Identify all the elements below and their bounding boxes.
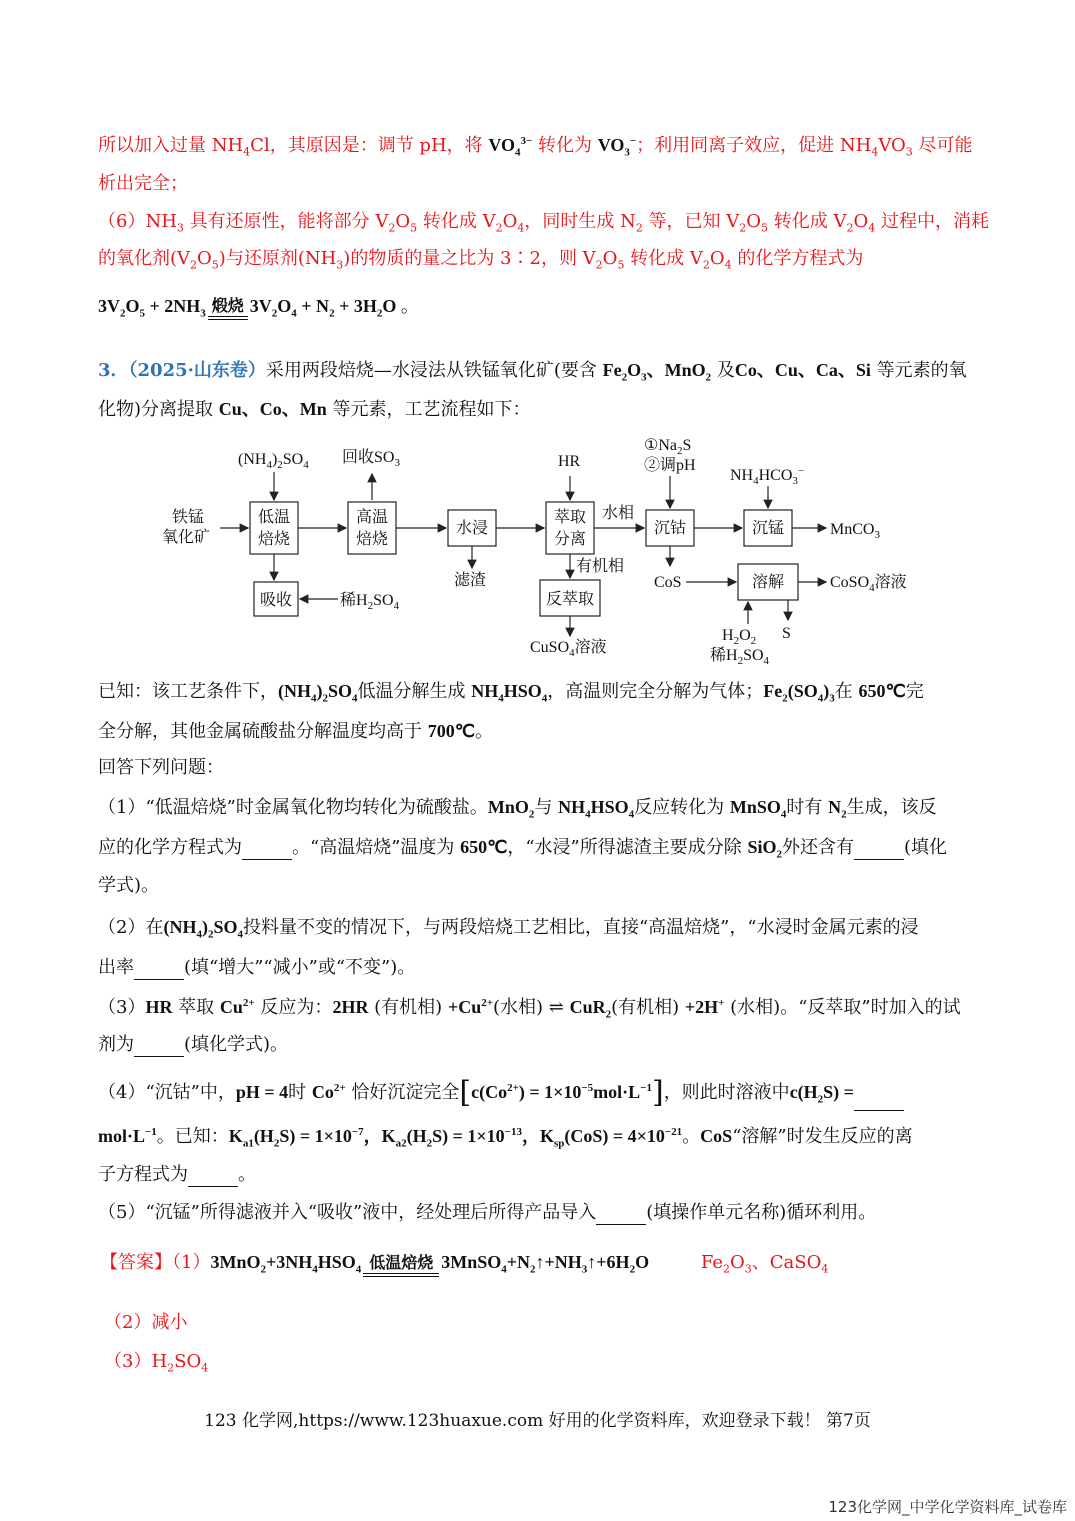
- svg-text:稀H2SO4: 稀$H_2SO_4$: [710, 647, 770, 667]
- answer-blank[interactable]: [134, 961, 184, 980]
- answer-blank[interactable]: [188, 1168, 238, 1187]
- svg-text:溶解: 溶解: [752, 574, 785, 591]
- q3sub-line-1: （3）HR 萃取 $Cu^{2+}$ 反应为：2HR (有机相) $+Cu^{2+}$(水相) ⇌ CuR$_2$(有机相) +2H+ (水相)。“反萃取”时加入的试: [98, 997, 961, 1021]
- svg-text:CoS: CoS: [654, 574, 682, 591]
- svg-text:NH4HCO3−: $NH_4HCO_3^-$: [730, 465, 805, 487]
- svg-text:稀H2SO4: 稀$H_2SO_4$: [340, 592, 400, 612]
- q4-line-3: 子方程式为 。: [98, 1164, 256, 1185]
- known-line-2: 全分解，其他金属硫酸盐分解温度均高于 700℃。: [98, 721, 493, 742]
- svg-text:①Na2S: $①Na_2S$: [644, 437, 692, 457]
- svg-text:MnCO3: MnCO$_3$: [830, 521, 880, 541]
- answer-blank[interactable]: [854, 841, 904, 860]
- svg-text:低温: 低温: [258, 509, 291, 526]
- svg-text:回收SO3: 回收$SO_3$: [342, 449, 400, 469]
- q4-line-2: $mol\cdot L^{-1}$。已知：$K_{a1}(H_2S) = 1\times 10^{-7}$，$K_{a2}(H_2S) = 1\times 10^{-13}$，$K_{sp}(CoS) = 4\times 10^{-21}$。CoS“溶解”时发生反应的离: [98, 1126, 913, 1150]
- answer-blank[interactable]: [596, 1206, 646, 1225]
- q1-line-1: （1）“低温焙烧”时金属氧化物均转化为硫酸盐。MnO$_2$与 $NH_4HSO_4$反应转化为 MnSO$_4$时有 $N_2$生成，该反: [98, 797, 937, 821]
- q3sub-line-2: 剂为 (填化学式)。: [98, 1034, 289, 1055]
- svg-text:高温: 高温: [356, 509, 389, 526]
- svg-text:水相: 水相: [602, 505, 635, 522]
- svg-text:(NH4)2SO4: $(NH_4)_2SO_4$: [238, 451, 309, 471]
- svg-text:滤渣: 滤渣: [454, 572, 487, 589]
- svg-text:水浸: 水浸: [456, 520, 489, 537]
- svg-text:分离: 分离: [554, 531, 587, 548]
- q3-line-2: 化物)分离提取 Cu、Co、Mn 等元素，工艺流程如下：: [98, 399, 531, 420]
- prev-line-3: $(6)NH_3$ 具有还原性，能将部分 $V_2O_5$ 转化成 $V_2O_4$，同时生成 $N_2$ 等，已知 $V_2O_5$ 转化成 $V_2O_4$ 过程中，消耗: [98, 211, 989, 235]
- svg-text:氧化矿: 氧化矿: [162, 529, 211, 546]
- prev-line-4: 的氧化剂$(V_2O_5)$与还原剂$(NH_3)$的物质的量之比为 3∶2，则 $V_2O_5$ 转化成 $V_2O_4$ 的化学方程式为: [98, 248, 864, 272]
- q2-line-2: 出率 (填“增大”“减小”或“不变”)。: [98, 957, 416, 978]
- prev-equation: $3V_2O_5 + 2NH_3$ 煅烧 $3V_2O_4 + N_2 + 3H_2O$ 。: [98, 296, 419, 320]
- ore-label: 铁锰: [172, 509, 205, 526]
- svg-text:焙烧: 焙烧: [356, 531, 389, 548]
- svg-text:吸收: 吸收: [260, 592, 293, 609]
- q5-line-1: （5）“沉锰”所得滤液并入“吸收”液中，经处理后所得产品导入 (填操作单元名称)循环利用。: [98, 1202, 877, 1223]
- q1-line-2: 应的化学方程式为 。“高温焙烧”温度为 650℃，“水浸”所得滤渣主要成分除 SiO$_2$外还含有 (填化: [98, 837, 948, 861]
- svg-text:焙烧: 焙烧: [258, 531, 291, 548]
- svg-text:反萃取: 反萃取: [546, 591, 595, 608]
- process-flow-diagram: [150, 430, 930, 670]
- answer-line-1: 【答案】$(1)3MnO_2+3NH_4HSO_4$ 低温焙烧 $3MnSO_4+N_2↑+NH_3↑+6H_2O$ $Fe_2O_3$、CaSO$_4$: [100, 1252, 829, 1276]
- svg-text:S: S: [782, 625, 791, 642]
- svg-text:CuSO4溶液: CuSO$_4$溶液: [530, 639, 607, 659]
- q3-line-1: 3．（2025·山东卷）采用两段焙烧—水浸法从铁锰氧化矿(要含 $Fe_2O_3$、MnO$_2$ 及Co、Cu、Ca、Si 等元素的氧: [98, 360, 967, 384]
- answer-blank[interactable]: [242, 841, 292, 860]
- svg-text:②调pH: ②调pH: [644, 457, 696, 474]
- q4-line-1: （4）“沉钴”中，pH = 4时 $Co^{2+}$ 恰好沉淀完全$[c(Co^{2+}) = 1\times 10^{-5}mol\cdot L^{-1}]$，则此时溶液中$c(H_2S)$ =: [98, 1074, 904, 1110]
- svg-text:沉锰: 沉锰: [752, 520, 785, 537]
- known-line-1: 已知：该工艺条件下，$(NH_4)_2SO_4$低温分解生成 $NH_4HSO_4$，高温则完全分解为气体；$Fe_2(SO_4)_3$在 650℃完: [98, 681, 924, 705]
- svg-text:HR: HR: [558, 453, 581, 470]
- prev-line-2: 析出完全；: [98, 173, 188, 194]
- q2-line-1: （2）在$(NH_4)_2SO_4$投料量不变的情况下，与两段焙烧工艺相比，直接“高温焙烧”，“水浸时金属元素的浸: [98, 917, 919, 941]
- answer-line-3: $(3)H_2SO_4$: [104, 1351, 209, 1375]
- svg-text:H2O2: $H_2O_2$: [722, 627, 757, 647]
- svg-text:有机相: 有机相: [576, 558, 625, 575]
- answer-blank[interactable]: [134, 1038, 184, 1057]
- answer-line-2: （2）减小: [104, 1312, 188, 1333]
- watermark: 123化学网_中学化学资料库_试卷库: [828, 1498, 1067, 1516]
- prev-line-1: 所以加入过量 $NH_4Cl$，其原因是：调节 pH，将 $VO_4^{3-}$ 转化为 $VO_3^-$；利用同离子效应，促进 $NH_4VO_3$ 尽可能: [98, 135, 973, 159]
- page-footer: 123 化学网,https://www.123huaxue.com 好用的化学资料库，欢迎登录下载！ 第7页: [204, 1411, 871, 1431]
- svg-text:沉钴: 沉钴: [654, 520, 687, 537]
- svg-text:CoSO4溶液: CoSO$_4$溶液: [830, 574, 907, 594]
- answer-prompt: 回答下列问题：: [98, 757, 224, 778]
- svg-text:萃取: 萃取: [554, 509, 587, 526]
- answer-blank[interactable]: [854, 1092, 904, 1111]
- q1-line-3: 学式)。: [98, 875, 160, 896]
